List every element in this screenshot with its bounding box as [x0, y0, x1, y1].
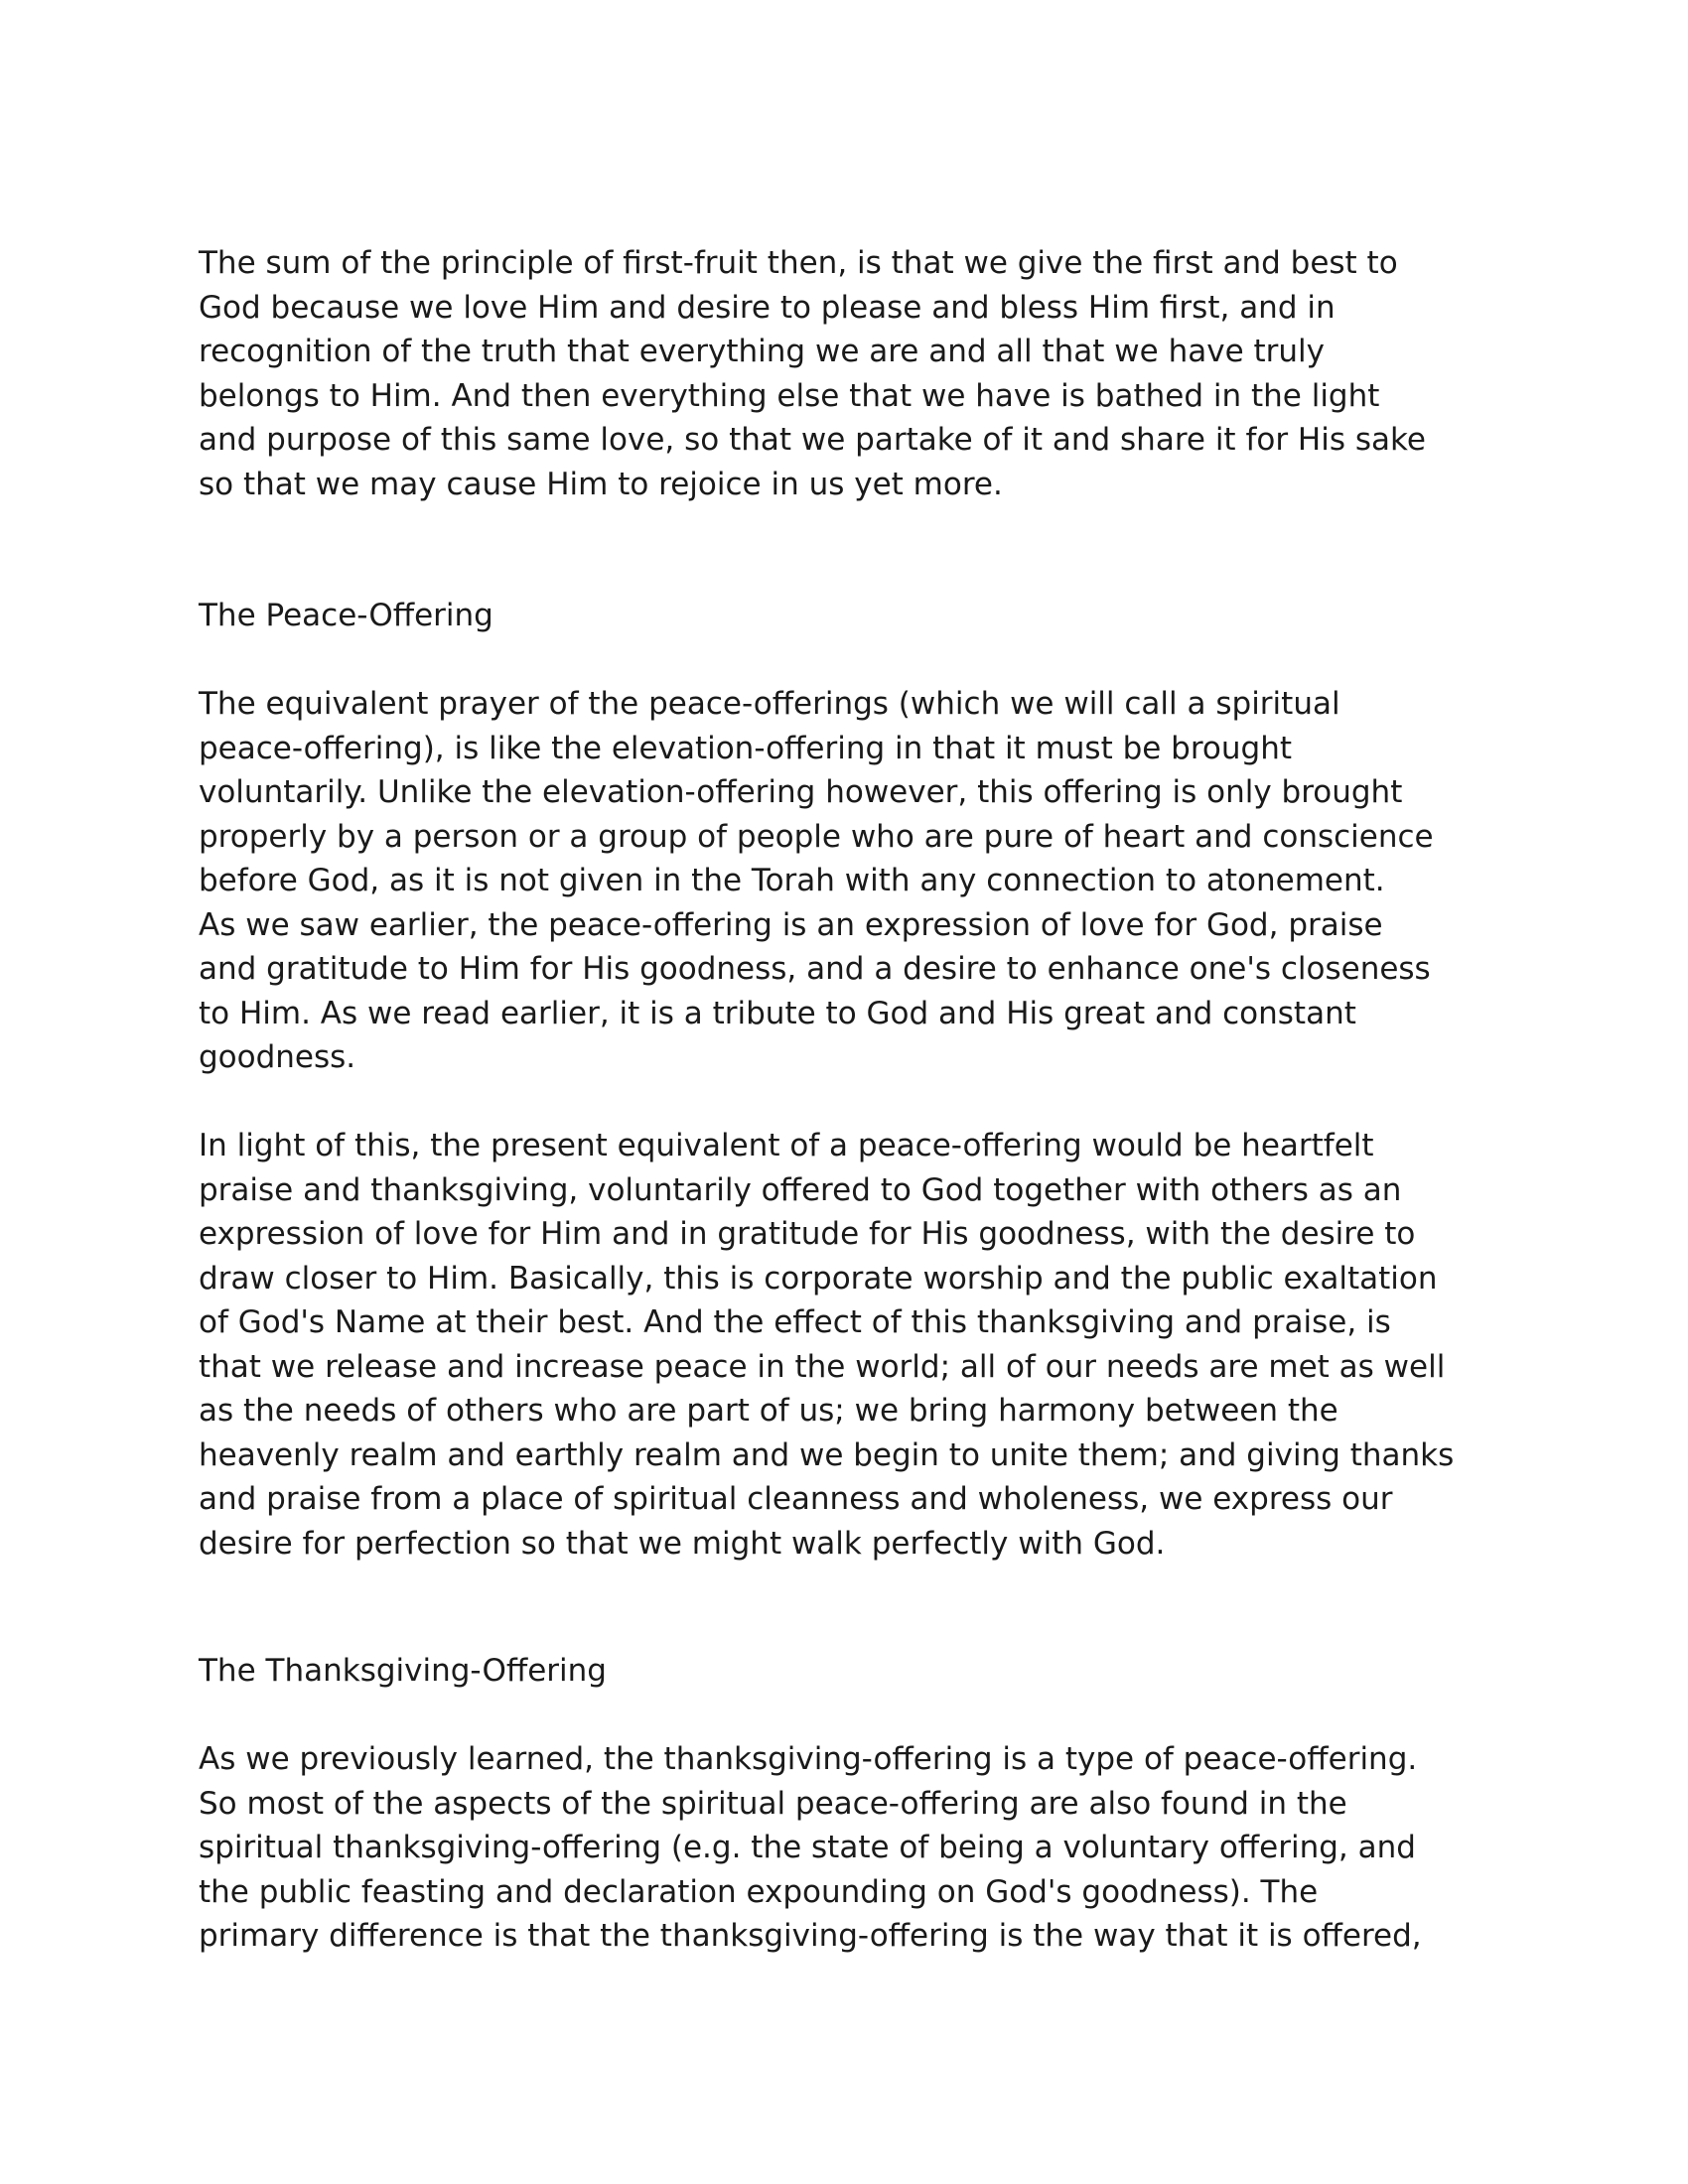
paragraph-line: the public feasting and declaration expounding on God's goodness). The — [199, 1873, 1319, 1910]
paragraph-peace-offering-intro — [199, 682, 1509, 1080]
paragraph-first-fruit — [199, 241, 1509, 506]
paragraph-line: desire for perfection so that we might walk perfectly with God. — [199, 1525, 1166, 1562]
paragraph-line: properly by a person or a group of people who are pure of heart and conscience — [199, 818, 1434, 855]
paragraph-line: goodness. — [199, 1039, 356, 1075]
paragraph-line: As we previously learned, the thanksgiving-offering is a type of peace-offering. — [199, 1741, 1418, 1777]
paragraph-line: of God's Name at their best. And the effect of this thanksgiving and praise, is — [199, 1304, 1391, 1340]
paragraph-peace-offering-equivalent — [199, 1124, 1509, 1566]
paragraph-line: and gratitude to Him for His goodness, and a desire to enhance one's closeness — [199, 951, 1431, 987]
heading-thanksgiving-offering: The Thanksgiving-Offering — [199, 1653, 607, 1689]
paragraph-line: and purpose of this same love, so that we partake of it and share it for His sake — [199, 422, 1426, 458]
paragraph-line: recognition of the truth that everything we are and all that we have truly — [199, 334, 1325, 369]
paragraph-line: that we release and increase peace in the world; all of our needs are met as well — [199, 1348, 1446, 1385]
paragraph-line: belongs to Him. And then everything else that we have is bathed in the light — [199, 377, 1380, 414]
paragraph-line: voluntarily. Unlike the elevation-offering however, this offering is only brought — [199, 774, 1403, 810]
paragraph-line: so that we may cause Him to rejoice in us yet more. — [199, 466, 1003, 502]
heading-peace-offering: The Peace-Offering — [199, 598, 493, 633]
paragraph-line: to Him. As we read earlier, it is a tribute to God and His great and constant — [199, 995, 1356, 1031]
paragraph-line: heavenly realm and earthly realm and we begin to unite them; and giving thanks — [199, 1436, 1455, 1473]
paragraph-line: In light of this, the present equivalent of a peace-offering would be heartfelt — [199, 1128, 1374, 1163]
paragraph-line: peace-offering), is like the elevation-offering in that it must be brought — [199, 730, 1293, 766]
paragraph-line: as the needs of others who are part of us; we bring harmony between the — [199, 1393, 1338, 1429]
paragraph-line: praise and thanksgiving, voluntarily offered to God together with others as an — [199, 1171, 1402, 1208]
paragraph-line: As we saw earlier, the peace-offering is an expression of love for God, praise — [199, 906, 1383, 943]
paragraph-line: draw closer to Him. Basically, this is corporate worship and the public exaltation — [199, 1260, 1438, 1297]
paragraph-line: primary difference is that the thanksgiving-offering is the way that it is offered, — [199, 1918, 1422, 1954]
paragraph-line: The sum of the principle of first-fruit then, is that we give the first and best to — [199, 245, 1398, 281]
paragraph-line: before God, as it is not given in the Torah with any connection to atonement. — [199, 863, 1385, 898]
paragraph-thanksgiving-offering — [199, 1737, 1509, 1959]
paragraph-line: So most of the aspects of the spiritual peace-offering are also found in the — [199, 1785, 1347, 1822]
paragraph-line: The equivalent prayer of the peace-offerings (which we will call a spiritual — [199, 686, 1340, 722]
paragraph-line: and praise from a place of spiritual cleanness and wholeness, we express our — [199, 1481, 1393, 1517]
paragraph-line: expression of love for Him and in gratitude for His goodness, with the desire to — [199, 1216, 1416, 1252]
paragraph-line: spiritual thanksgiving-offering (e.g. the state of being a voluntary offering, and — [199, 1830, 1416, 1865]
paragraph-line: God because we love Him and desire to please and bless Him first, and in — [199, 289, 1336, 326]
